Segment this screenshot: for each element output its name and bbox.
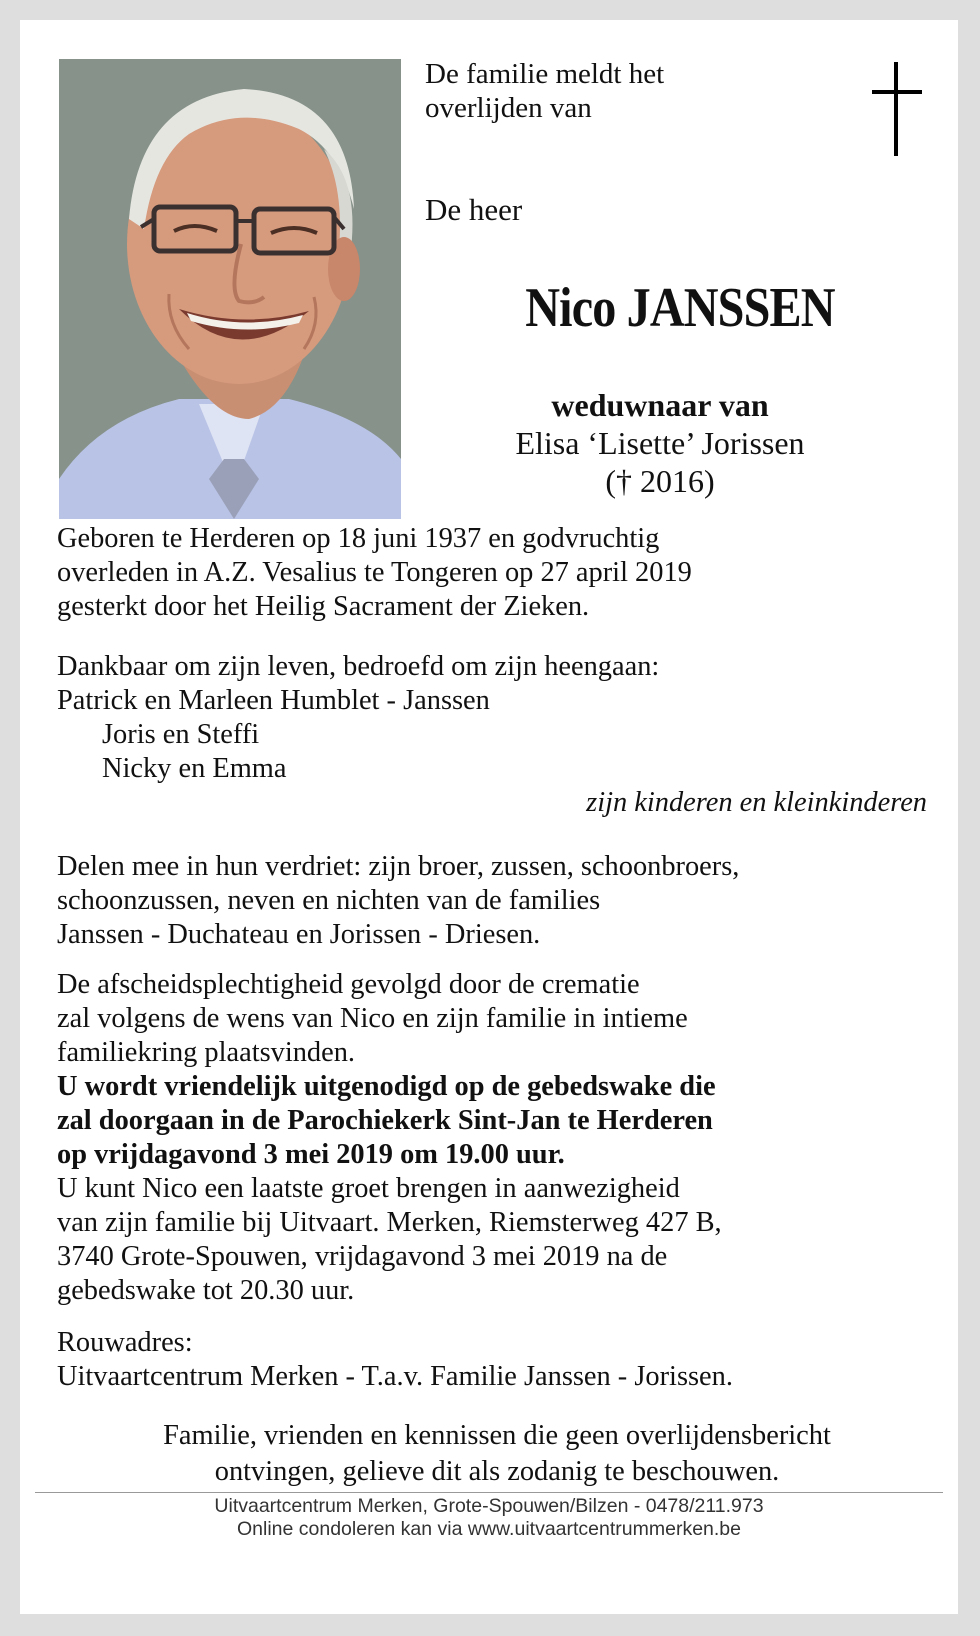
others-paragraph	[57, 850, 937, 952]
intro-text	[425, 57, 805, 125]
footer	[35, 1495, 943, 1541]
address-value: Uitvaartcentrum Merken - T.a.v. Familie Janssen - Jorissen.	[57, 1361, 733, 1392]
obituary-card	[20, 20, 958, 1614]
invitation-line: zal doorgaan in de Parochiekerk Sint-Jan te Herderen	[57, 1105, 713, 1136]
farewell-line: gebedswake tot 20.30 uur.	[57, 1275, 355, 1306]
invitation-line: op vrijdagavond 3 mei 2019 om 19.00 uur.	[57, 1139, 565, 1170]
family-heading: Dankbaar om zijn leven, bedroefd om zijn heengaan:	[57, 651, 660, 682]
closing-paragraph	[57, 1418, 937, 1490]
address-label: Rouwadres:	[57, 1327, 193, 1358]
family-caption: zijn kinderen en kleinkinderen	[586, 787, 927, 818]
spouse-block	[430, 386, 890, 500]
ceremony-line: De afscheidsplechtigheid gevolgd door de crematie	[57, 969, 640, 1000]
spouse-death: († 2016)	[605, 463, 715, 499]
others-line: Delen mee in hun verdriet: zijn broer, zussen, schoonbroers,	[57, 851, 740, 882]
ceremony-line: zal volgens de wens van Nico en zijn familie in intieme	[57, 1003, 688, 1034]
farewell-line: U kunt Nico een laatste groet brengen in aanwezigheid	[57, 1173, 680, 1204]
family-paragraph	[57, 650, 937, 820]
honorific-title: De heer	[425, 192, 523, 227]
intro-line-1: De familie meldt het	[425, 58, 665, 90]
others-line: schoonzussen, neven en nichten van de families	[57, 885, 601, 916]
farewell-line: van zijn familie bij Uitvaart. Merken, Riemsterweg 427 B,	[57, 1207, 722, 1238]
footer-website[interactable]: Online condoleren kan via www.uitvaartcentrummerken.be	[236, 1518, 741, 1540]
children-line: Patrick en Marleen Humblet - Janssen	[57, 685, 490, 716]
ceremony-line: familiekring plaatsvinden.	[57, 1037, 356, 1068]
farewell-line: 3740 Grote-Spouwen, vrijdagavond 3 mei 2019 na de	[57, 1241, 668, 1272]
ceremony-paragraph	[57, 968, 937, 1308]
others-line: Janssen - Duchateau en Jorissen - Driesen.	[57, 919, 541, 950]
portrait-photo	[59, 59, 401, 519]
closing-line: Familie, vrienden en kennissen die geen overlijdensbericht	[163, 1420, 831, 1451]
spouse-name: Elisa ‘Lisette’ Jorissen	[515, 425, 805, 461]
birth-line: Geboren te Herderen op 18 juni 1937 en godvruchtig	[57, 523, 660, 554]
address-paragraph	[57, 1326, 937, 1394]
footer-divider	[35, 1492, 943, 1493]
intro-line-2: overlijden van	[425, 92, 592, 124]
grandchildren-line: Nicky en Emma	[102, 753, 287, 784]
invitation-line: U wordt vriendelijk uitgenodigd op de gebedswake die	[57, 1071, 716, 1102]
birth-paragraph	[57, 522, 937, 624]
birth-line: gesterkt door het Heilig Sacrament der Zieken.	[57, 591, 590, 622]
spouse-label: weduwnaar van	[551, 387, 769, 423]
cross-icon	[866, 62, 928, 162]
footer-contact: Uitvaartcentrum Merken, Grote-Spouwen/Bilzen - 0478/211.973	[214, 1495, 764, 1517]
portrait-illustration	[59, 59, 401, 519]
deceased-name: Nico JANSSEN	[525, 277, 835, 339]
grandchildren-line: Joris en Steffi	[102, 719, 260, 750]
birth-line: overleden in A.Z. Vesalius te Tongeren op 27 april 2019	[57, 557, 692, 588]
closing-line: ontvingen, gelieve dit als zodanig te beschouwen.	[214, 1456, 780, 1487]
